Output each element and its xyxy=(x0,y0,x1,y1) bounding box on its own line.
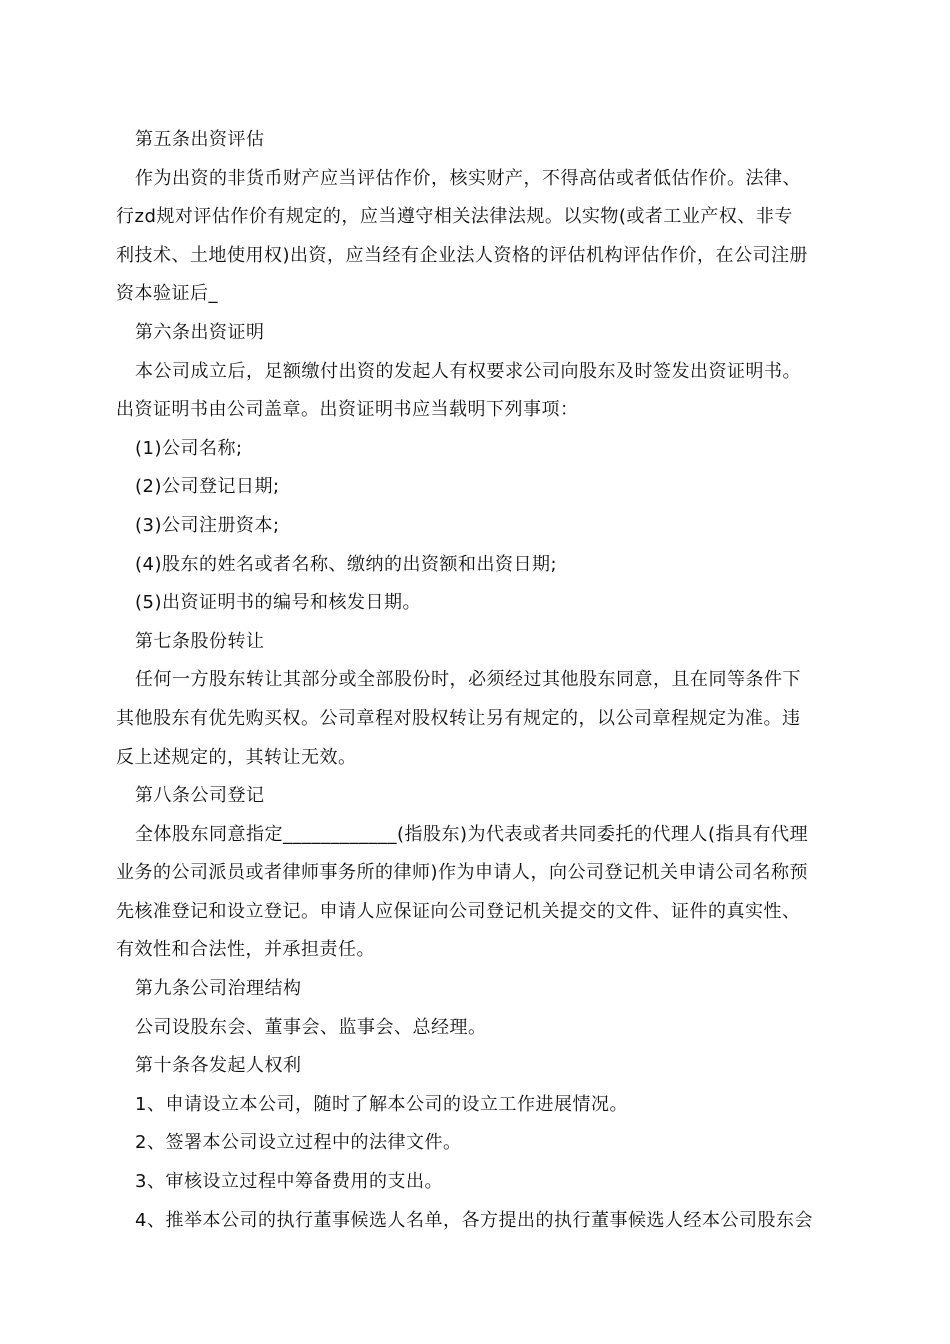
paragraph-line: 业务的公司派员或者律师事务所的律师)作为申请人，向公司登记机关申请公司名称预 xyxy=(116,862,809,884)
article-heading-5: 第五条出资评估 xyxy=(135,129,265,150)
paragraph-line: 资本验证后_ xyxy=(116,283,218,305)
paragraph-line: 其他股东有优先购买权。公司章程对股权转让另有规定的，以公司章程规定为准。违 xyxy=(116,707,801,729)
paragraph-line: 任何一方股东转让其部分或全部股份时，必须经过其他股东同意，且在同等条件下 xyxy=(135,669,801,691)
paragraph-line: 行zd规对评估作价有规定的，应当遵守相关法律法规。以实物(或者工业产权、非专 xyxy=(116,206,793,228)
list-item: (3)公司注册资本; xyxy=(135,514,280,536)
article-heading-7: 第七条股份转让 xyxy=(135,630,265,652)
paragraph-line: 有效性和合法性，并承担责任。 xyxy=(116,939,375,961)
list-item: (4)股东的姓名或者名称、缴纳的出资额和出资日期; xyxy=(135,553,558,575)
paragraph-line: 全体股东同意指定____________(指股东)为代表或者共同委托的代理人(指具有代理 xyxy=(135,823,809,845)
paragraph-line: 先核准登记和设立登记。申请人应保证向公司登记机关提交的文件、证件的真实性、 xyxy=(116,900,801,922)
list-item: 1、申请设立本公司，随时了解本公司的设立工作进展情况。 xyxy=(135,1093,628,1115)
paragraph-line: 本公司成立后，足额缴付出资的发起人有权要求公司向股东及时签发出资证明书。 xyxy=(135,360,801,382)
article-heading-6: 第六条出资证明 xyxy=(135,321,265,343)
article-heading-9: 第九条公司治理结构 xyxy=(135,978,302,1000)
list-item: (5)出资证明书的编号和核发日期。 xyxy=(135,592,421,614)
list-item: (2)公司登记日期; xyxy=(135,476,280,498)
article-heading-8: 第八条公司登记 xyxy=(135,785,265,807)
list-item: 4、推举本公司的执行董事候选人名单，各方提出的执行董事候选人经本公司股东会 xyxy=(135,1209,813,1231)
document-body xyxy=(116,121,838,1240)
paragraph-line: 公司设股东会、董事会、监事会、总经理。 xyxy=(135,1016,487,1038)
list-item: (1)公司名称; xyxy=(135,437,243,459)
article-heading-10: 第十条各发起人权利 xyxy=(135,1055,302,1077)
list-item: 2、签署本公司设立过程中的法律文件。 xyxy=(135,1132,462,1154)
paragraph-line: 作为出资的非货币财产应当评估作价，核实财产，不得高估或者低估作价。法律、 xyxy=(135,167,801,189)
list-item: 3、审核设立过程中筹备费用的支出。 xyxy=(135,1171,443,1193)
paragraph-line: 利技术、土地使用权)出资，应当经有企业法人资格的评估机构评估作价，在公司注册 xyxy=(116,244,809,266)
paragraph-line: 反上述规定的，其转让无效。 xyxy=(116,746,357,768)
paragraph-line: 出资证明书由公司盖章。出资证明书应当载明下列事项： xyxy=(116,399,579,421)
